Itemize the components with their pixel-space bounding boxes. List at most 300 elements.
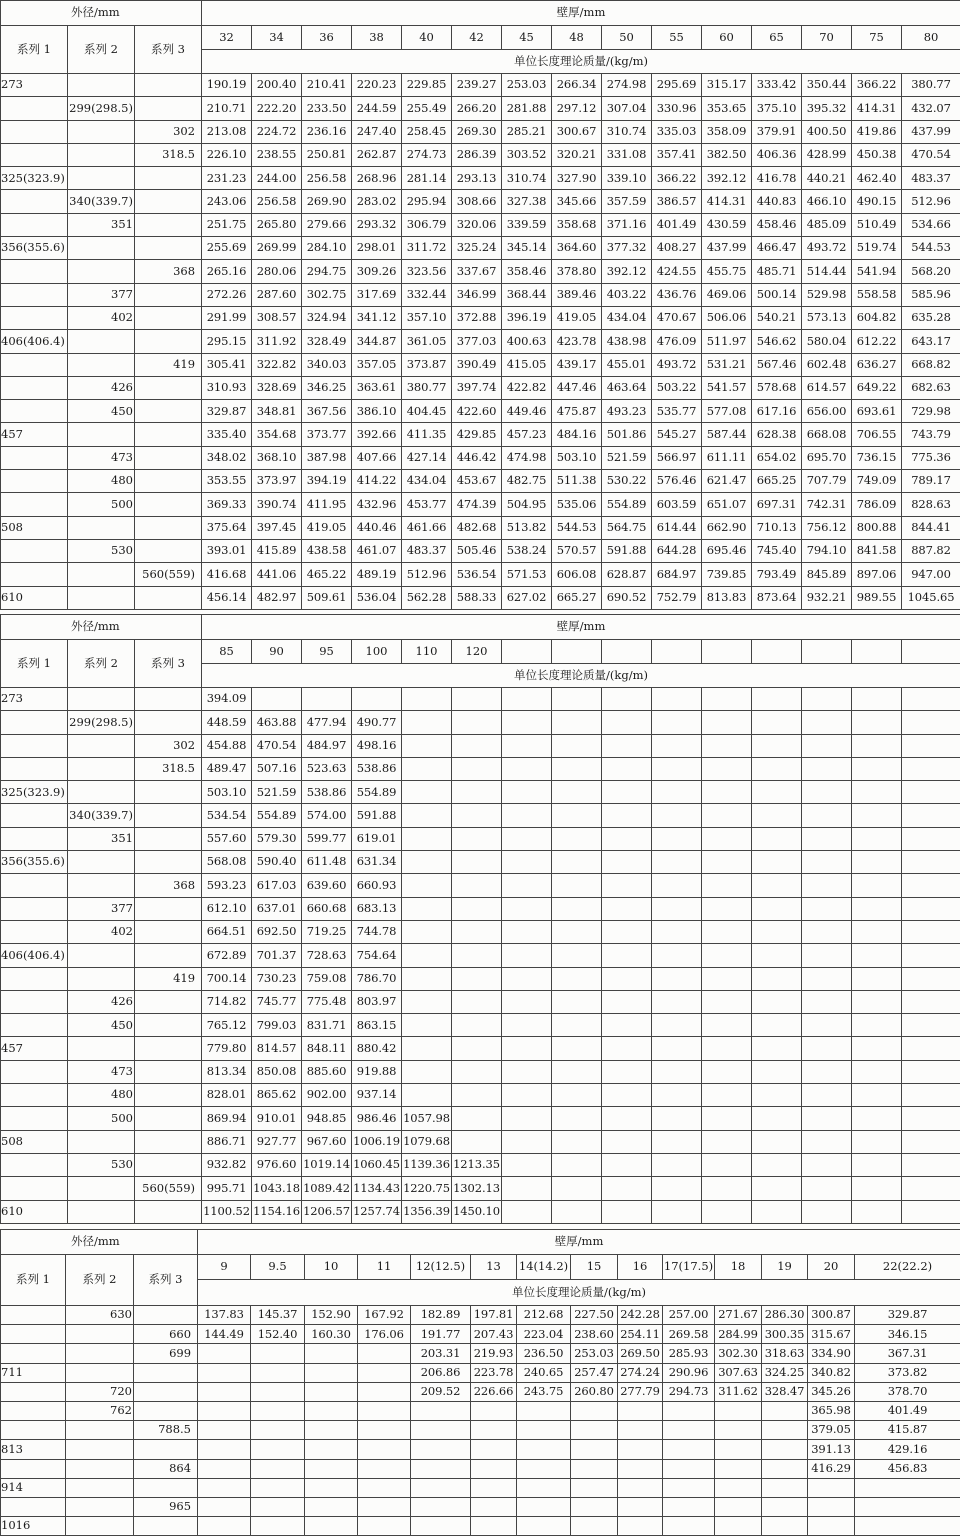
mass-value: 799.03 [252,1014,302,1037]
mass-value: 429.16 [855,1440,960,1459]
mass-value [452,1107,502,1130]
series-2-value [68,1037,135,1060]
mass-value: 320.06 [452,213,502,236]
mass-value: 457.23 [502,423,552,446]
series-3-value: 864 [134,1459,198,1478]
mass-value [402,990,452,1013]
mass-value: 438.58 [302,539,352,562]
mass-value [602,967,652,990]
table-row [1,516,960,539]
mass-value [852,920,902,943]
series-3-value: 318.5 [135,757,202,780]
mass-value [552,1177,602,1200]
mass-value: 363.61 [352,376,402,399]
mass-value: 749.09 [852,470,902,493]
series-3-value [135,1107,202,1130]
mass-value: 298.01 [352,237,402,260]
series-1-value [1,1177,68,1200]
mass-value [652,688,702,711]
thickness-header: 20 [808,1255,855,1280]
table-row [1,1401,960,1420]
mass-value [517,1497,571,1516]
mass-value [852,1060,902,1083]
mass-value: 1450.10 [452,1200,502,1223]
mass-value: 396.19 [502,306,552,329]
mass-value: 455.01 [602,353,652,376]
mass-value [702,688,752,711]
mass-value: 243.75 [517,1382,571,1401]
mass-value: 604.82 [852,306,902,329]
mass-value [852,1014,902,1037]
mass-value [517,1517,571,1536]
series-2-value [68,1200,135,1223]
mass-value: 863.15 [352,1014,402,1037]
mass-value: 219.93 [471,1344,517,1363]
weight-table [0,614,960,1224]
mass-value [502,944,552,967]
mass-value: 256.58 [302,167,352,190]
mass-value: 602.48 [802,353,852,376]
mass-value: 341.12 [352,306,402,329]
series-2-value [66,1440,134,1459]
mass-value: 535.06 [552,493,602,516]
mass-value [663,1459,715,1478]
mass-value: 250.81 [302,143,352,166]
mass-value [702,804,752,827]
mass-value: 521.59 [602,446,652,469]
mass-value [902,1200,960,1223]
series-1-value [1,897,68,920]
mass-value: 489.19 [352,563,402,586]
series-2-value [68,781,135,804]
thickness-header [602,640,652,664]
mass-value: 466.10 [802,190,852,213]
mass-value: 429.85 [452,423,502,446]
mass-value: 373.82 [855,1363,960,1382]
series-3-value [135,446,202,469]
mass-value [802,1060,852,1083]
mass-value [902,1014,960,1037]
mass-value [552,851,602,874]
mass-value [852,804,902,827]
series-1-value: 356(355.6) [1,237,68,260]
table-row [1,757,960,780]
mass-value [852,944,902,967]
mass-value: 639.60 [302,874,352,897]
mass-value [802,688,852,711]
mass-value [552,990,602,1013]
mass-value [198,1344,251,1363]
mass-value: 719.25 [302,920,352,943]
mass-value: 511.97 [702,330,752,353]
mass-value: 243.06 [202,190,252,213]
mass-value: 354.68 [252,423,302,446]
mass-value: 513.82 [502,516,552,539]
mass-value: 311.92 [252,330,302,353]
mass-value [715,1517,762,1536]
mass-value: 369.33 [202,493,252,516]
mass-value [702,920,752,943]
mass-value: 337.67 [452,260,502,283]
series-1-value [1,260,68,283]
mass-value: 660.68 [302,897,352,920]
mass-value [452,874,502,897]
mass-value [552,897,602,920]
series-1-value [1,734,68,757]
mass-value [198,1440,251,1459]
table-row [1,143,960,166]
mass-value: 485.71 [752,260,802,283]
mass-value [402,874,452,897]
mass-value: 328.69 [252,376,302,399]
mass-value: 897.06 [852,563,902,586]
mass-value [802,1107,852,1130]
mass-value: 197.81 [471,1306,517,1325]
mass-value: 986.46 [352,1107,402,1130]
mass-value [602,874,652,897]
series-1-value [1,1344,66,1363]
mass-value [302,688,352,711]
mass-value: 191.77 [411,1325,471,1344]
mass-value: 244.59 [352,97,402,120]
mass-value: 545.27 [652,423,702,446]
table-row [1,1478,960,1497]
mass-value: 283.02 [352,190,402,213]
mass-value: 295.69 [652,74,702,97]
thickness-header: 9.5 [251,1255,305,1280]
mass-value [652,967,702,990]
mass-value: 743.79 [902,423,960,446]
mass-value: 636.27 [852,353,902,376]
mass-value [852,734,902,757]
mass-value: 269.50 [618,1344,663,1363]
mass-value [852,711,902,734]
table-row [1,120,960,143]
mass-value: 269.90 [302,190,352,213]
mass-value [652,851,702,874]
mass-value: 348.81 [252,400,302,423]
mass-value [663,1517,715,1536]
mass-value: 437.99 [902,120,960,143]
mass-value [251,1440,305,1459]
mass-value [852,897,902,920]
mass-value: 386.10 [352,400,402,423]
mass-value [802,734,852,757]
table-row [1,330,960,353]
series-2-value [68,586,135,609]
series-2-value [68,167,135,190]
mass-value: 260.80 [571,1382,618,1401]
mass-value [752,944,802,967]
mass-value: 167.92 [358,1306,411,1325]
mass-value [452,688,502,711]
mass-value [802,1200,852,1223]
series-2-value [68,237,135,260]
mass-value: 500.14 [752,283,802,306]
mass-value [618,1517,663,1536]
mass-value: 329.87 [855,1306,960,1325]
mass-value [571,1517,618,1536]
series-1-value: 508 [1,516,68,539]
mass-value [602,990,652,1013]
mass-value: 1139.36 [402,1153,452,1176]
mass-value [902,1060,960,1083]
mass-value: 603.59 [652,493,702,516]
table-row [1,237,960,260]
table-row [1,400,960,423]
mass-value: 1079.68 [402,1130,452,1153]
mass-value: 453.77 [402,493,452,516]
mass-value [702,967,752,990]
series-2-value: 299(298.5) [68,97,135,120]
mass-value [902,1130,960,1153]
mass-value: 269.99 [252,237,302,260]
mass-value: 599.77 [302,827,352,850]
mass-value: 206.86 [411,1363,471,1382]
mass-value: 538.86 [302,781,352,804]
series-2-value [66,1459,134,1478]
mass-value [452,1084,502,1107]
series-1-value [1,1153,68,1176]
series-2-value [68,423,135,446]
mass-value: 530.22 [602,470,652,493]
mass-value: 286.39 [452,143,502,166]
mass-value [702,1084,752,1107]
series-2-value: 530 [68,539,135,562]
mass-value [502,1014,552,1037]
mass-value [902,781,960,804]
mass-value: 293.13 [452,167,502,190]
mass-value: 233.50 [302,97,352,120]
mass-value [471,1517,517,1536]
mass-value [702,1060,752,1083]
series-3-value: 560(559) [135,563,202,586]
series-1-value: 813 [1,1440,66,1459]
series-2-value [68,851,135,874]
series-2-value [68,353,135,376]
mass-value: 366.22 [852,74,902,97]
mass-value: 392.12 [702,167,752,190]
mass-value: 226.10 [202,143,252,166]
series-3-value [135,330,202,353]
mass-value: 377.32 [602,237,652,260]
series-3-value [134,1363,198,1382]
table-row [1,167,960,190]
series-3-value: 419 [135,353,202,376]
table-row [1,967,960,990]
mass-value [571,1497,618,1516]
mass-value: 519.74 [852,237,902,260]
mass-value [652,1130,702,1153]
mass-value [902,920,960,943]
series-3-value: 788.5 [134,1421,198,1440]
series-2-value [66,1421,134,1440]
mass-value [902,990,960,1013]
table-row [1,1363,960,1382]
mass-value [552,1107,602,1130]
mass-value: 683.13 [352,897,402,920]
mass-value [715,1478,762,1497]
mass-value: 266.20 [452,97,502,120]
mass-value [352,688,402,711]
mass-value: 324.94 [302,306,352,329]
mass-value: 272.26 [202,283,252,306]
mass-value: 279.66 [302,213,352,236]
series-2-value: 480 [68,1084,135,1107]
mass-value: 919.88 [352,1060,402,1083]
series-1-value [1,1107,68,1130]
table-row [1,734,960,757]
mass-value [752,1200,802,1223]
series-3-value [134,1517,198,1536]
mass-value [762,1421,808,1440]
mass-value: 948.85 [302,1107,352,1130]
mass-value: 803.97 [352,990,402,1013]
mass-value [552,827,602,850]
mass-value: 345.14 [502,237,552,260]
mass-value: 203.31 [411,1344,471,1363]
mass-value [852,1037,902,1060]
mass-value: 564.75 [602,516,652,539]
thickness-header: 100 [352,640,402,664]
mass-value: 367.31 [855,1344,960,1363]
mass-value: 617.16 [752,400,802,423]
mass-value [552,1153,602,1176]
series-1-value [1,1459,66,1478]
mass-value: 200.40 [252,74,302,97]
mass-value: 415.89 [252,539,302,562]
mass-value [902,804,960,827]
mass-value: 137.83 [198,1306,251,1325]
mass-value [852,1107,902,1130]
mass-value: 470.67 [652,306,702,329]
mass-value [752,1084,802,1107]
series-2-value: 473 [68,1060,135,1083]
series-3-value [135,1037,202,1060]
mass-value [752,897,802,920]
series-1-value [1,446,68,469]
mass-value [715,1421,762,1440]
mass-value: 536.54 [452,563,502,586]
series-2-value: 340(339.7) [68,804,135,827]
mass-value: 403.22 [602,283,652,306]
mass-value [602,781,652,804]
mass-value: 345.66 [552,190,602,213]
mass-value [702,1107,752,1130]
thickness-header [902,640,960,664]
mass-value [552,781,602,804]
mass-value [358,1421,411,1440]
mass-value: 455.75 [702,260,752,283]
mass-value: 434.04 [402,470,452,493]
series-1-value: 457 [1,1037,68,1060]
mass-value: 754.64 [352,944,402,967]
table-row [1,688,960,711]
series-3-value [135,1130,202,1153]
mass-value [652,711,702,734]
mass-value [852,1084,902,1107]
thickness-header: 36 [302,26,352,50]
mass-value: 587.44 [702,423,752,446]
series-3-value [135,1153,202,1176]
mass-value: 503.10 [202,781,252,804]
mass-value [852,874,902,897]
mass-value [305,1440,358,1459]
mass-value: 637.01 [252,897,302,920]
mass-value [602,1130,652,1153]
thickness-header [852,640,902,664]
mass-value: 475.87 [552,400,602,423]
series-2-value: 500 [68,493,135,516]
mass-value [358,1478,411,1497]
series-1-value [1,804,68,827]
mass-value [517,1421,571,1440]
table-row [1,1344,960,1363]
mass-value [702,781,752,804]
mass-value: 701.37 [252,944,302,967]
mass-value: 775.48 [302,990,352,1013]
table-row [1,1037,960,1060]
mass-value: 182.89 [411,1306,471,1325]
mass-value: 265.80 [252,213,302,236]
mass-value [752,990,802,1013]
table-row [1,213,960,236]
mass-value [652,781,702,804]
mass-value [452,711,502,734]
thickness-header: 22(22.2) [855,1255,960,1280]
mass-value: 361.05 [402,330,452,353]
mass-value [802,944,852,967]
table-row [1,1060,960,1083]
thickness-header: 32 [202,26,252,50]
table-row [1,1382,960,1401]
series-2-value [68,688,135,711]
mass-value [552,1014,602,1037]
mass-value [602,711,652,734]
mass-value [702,1177,752,1200]
mass-value [752,920,802,943]
mass-value: 190.19 [202,74,252,97]
mass-value: 576.46 [652,470,702,493]
wall-thickness-header: 壁厚/mm [202,1,960,26]
mass-value [502,1084,552,1107]
mass-value [502,1177,552,1200]
table-row [1,851,960,874]
mass-value: 794.10 [802,539,852,562]
series-3-value: 368 [135,260,202,283]
mass-value: 302.30 [715,1344,762,1363]
table-row [1,1440,960,1459]
mass-value [902,874,960,897]
mass-value [702,1153,752,1176]
series-2-value: 473 [68,446,135,469]
mass-value: 662.90 [702,516,752,539]
mass-value: 152.90 [305,1306,358,1325]
mass-value: 419.05 [302,516,352,539]
mass-value: 476.09 [652,330,702,353]
mass-value: 265.16 [202,260,252,283]
mass-value: 536.04 [352,586,402,609]
mass-value: 591.88 [352,804,402,827]
mass-value [702,1130,752,1153]
mass-value: 408.27 [652,237,702,260]
mass-value: 927.77 [252,1130,302,1153]
mass-value: 690.52 [602,586,652,609]
mass-value: 437.99 [702,237,752,260]
mass-value: 145.37 [251,1306,305,1325]
mass-value: 280.06 [252,260,302,283]
series-3-value [135,1084,202,1107]
